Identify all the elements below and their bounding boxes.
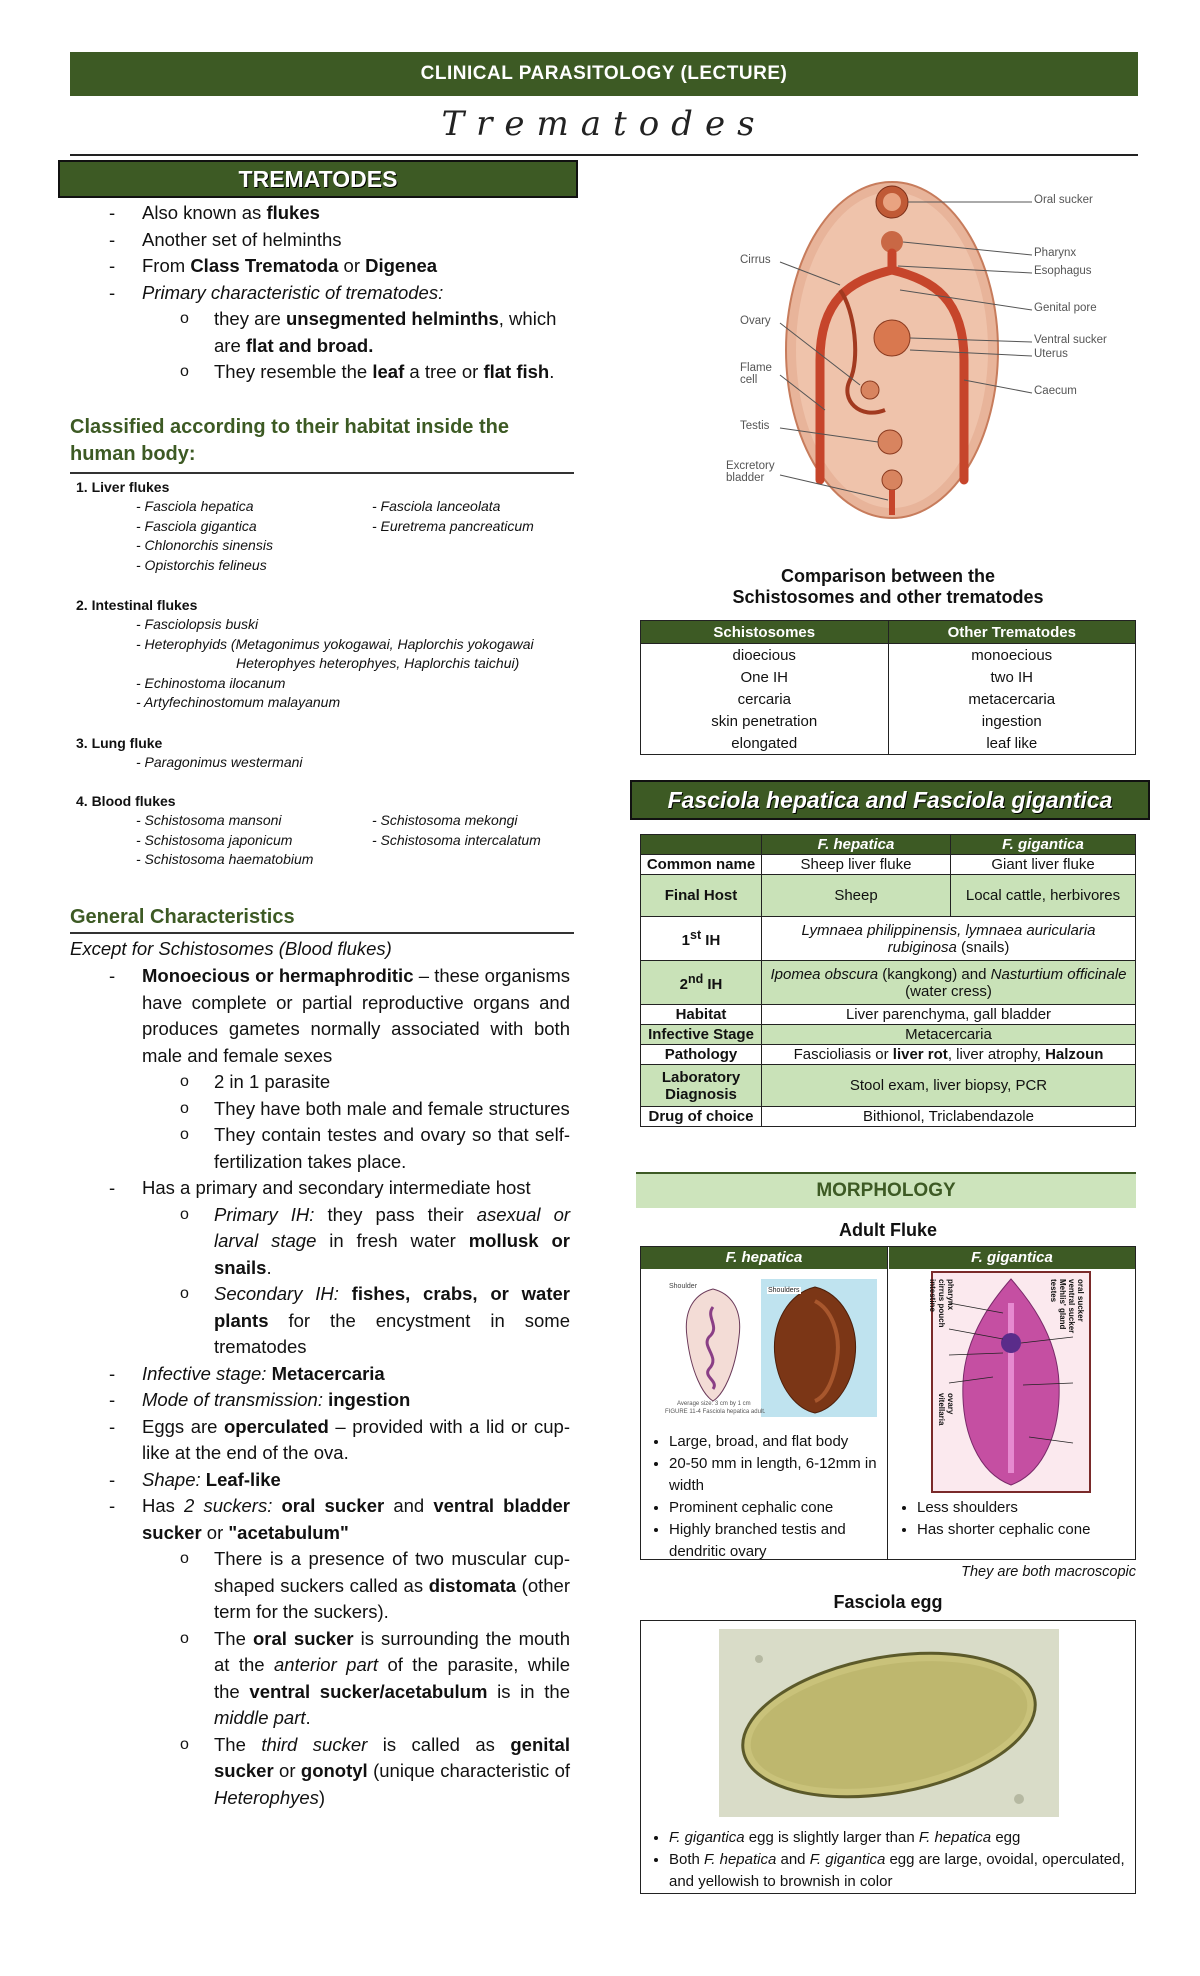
table-row: cercaria metacercaria [641, 688, 1136, 710]
list-item: • Highly branched testis and dendritic ovary [669, 1519, 883, 1563]
col-header: Schistosomes [641, 621, 889, 644]
table-row: 1st IH Lymnaea philippinensis, lymnaea auricularia rubiginosa (snails) [641, 917, 1136, 961]
label-ventral-sucker: Ventral sucker [1034, 334, 1107, 346]
list-item: - From Class Trematoda or Digenea [109, 255, 438, 276]
table-row: dioecious monoecious [641, 644, 1136, 667]
morphology-bar: MORPHOLOGY [636, 1172, 1136, 1208]
list-item: - Eggs are operculated – provided with a lid or cup-like at the end of the ova. [109, 1415, 570, 1463]
label-uterus: Uterus [1034, 348, 1068, 360]
col-header-hepatica: F. hepatica [641, 1247, 887, 1269]
list-item: - Infective stage: Metacercaria [109, 1362, 385, 1384]
debris-dot [1014, 1794, 1024, 1804]
general-rule [70, 932, 574, 934]
list-item: • Prominent cephalic cone [669, 1497, 883, 1519]
col-header: Other Trematodes [888, 621, 1136, 644]
egg-points [647, 1827, 1127, 1893]
comparison-table [640, 620, 1136, 755]
list-item: o They have both male and female structures [180, 1097, 570, 1119]
hepatica-figure [665, 1277, 877, 1419]
label-shoulders: Shoulders [768, 1287, 800, 1294]
classified-heading: Classified according to their habitat inside the human body: [70, 416, 509, 465]
table-row: Laboratory Diagnosis Stool exam, liver biopsy, PCR [641, 1065, 1136, 1107]
classified-rule [70, 472, 574, 474]
blood-flukes-col2: - Schistosoma mekongi - Schistosoma intercalatum [372, 812, 541, 848]
liver-flukes-col2: - Fasciola lanceolata - Euretrema pancreaticum [372, 498, 534, 534]
ventral-sucker-shape [874, 320, 910, 356]
blood-flukes-heading: 4. Blood flukes [76, 793, 176, 809]
table-row: One IH two IH [641, 666, 1136, 688]
list-item: • F. gigantica egg is slightly larger than F. hepatica egg [669, 1827, 1127, 1849]
list-item: - Shape: Leaf-like [109, 1468, 281, 1490]
label-testis: Testis [740, 420, 770, 432]
list-item: - Primary characteristic of trematodes: [109, 281, 444, 303]
hepatica-points [647, 1431, 883, 1563]
adult-fluke-title: Adult Fluke [839, 1220, 937, 1240]
blood-flukes-col1: - Schistosoma mansoni - Schistosoma japonicum - Schistosoma haematobium [136, 812, 314, 867]
list-item: o There is a presence of two muscular cup-shaped suckers called as distomata (other term for the suckers). [180, 1548, 570, 1622]
table-row: skin penetration ingestion [641, 710, 1136, 732]
adult-fluke-box [640, 1246, 1136, 1560]
list-item: o 2 in 1 parasite [180, 1071, 331, 1092]
debris-dot [755, 1655, 763, 1663]
label-cirrus: Cirrus [740, 254, 771, 266]
egg-title: Fasciola egg [833, 1592, 943, 1612]
egg-micrograph [719, 1629, 1059, 1817]
table-row: Common name Sheep liver fluke Giant liver fluke [641, 855, 1136, 875]
table-header-row: F. hepatica F. gigantica [641, 835, 1136, 855]
col-header-gigantica: F. gigantica [889, 1247, 1135, 1269]
column-divider [887, 1247, 888, 1559]
general-list [109, 963, 571, 1811]
list-item: o they are unsegmented helminths, which are flat and broad. [180, 308, 557, 356]
gigantica-figure [928, 1271, 1091, 1493]
label-flame-cell: Flame cell [740, 362, 772, 386]
list-item: - Mode of transmission: ingestion [109, 1389, 411, 1410]
fasciola-banner: Fasciola hepatica and Fasciola gigantica [630, 780, 1150, 820]
list-item: o Primary IH: they pass their asexual or larval stage in fresh water mollusk or snails. [180, 1203, 571, 1278]
liver-flukes-col1: - Fasciola hepatica - Fasciola gigantica - Chlonorchis sinensis - Opistorchis felineus [136, 498, 273, 573]
gigantica-sucker-shape [1001, 1333, 1021, 1353]
header-rule [70, 154, 1138, 156]
table-row: Habitat Liver parenchyma, gall bladder [641, 1005, 1136, 1025]
list-item: - Monoecious or hermaphroditic – these organisms have complete or partial reproductive organs and produces gametes normally associated with both male and female sexes [109, 965, 570, 1066]
label-ovary: Ovary [740, 315, 771, 327]
oral-sucker-inner [883, 193, 901, 211]
gigantica-labels-left: pharynx cirrus pouch intestine [928, 1279, 955, 1328]
diagram-labels-left [720, 180, 800, 520]
table-row: Pathology Fascioliasis or liver rot, liver atrophy, Halzoun [641, 1045, 1136, 1065]
intestinal-flukes-heading: 2. Intestinal flukes [76, 597, 198, 613]
table-row: Infective Stage Metacercaria [641, 1025, 1136, 1045]
testis-shape [878, 430, 902, 454]
list-item: o They contain testes and ovary so that self-fertilization takes place. [180, 1124, 570, 1172]
list-item: - Also known as flukes [109, 202, 320, 223]
classification [76, 478, 576, 873]
comparison-title: Comparison between the Schistosomes and other trematodes [732, 566, 1044, 607]
fasciola-table [640, 834, 1136, 1127]
ovary-shape [861, 381, 879, 399]
course-header: CLINICAL PARASITOLOGY (LECTURE) [70, 52, 1138, 96]
intestinal-flukes-list: - Fasciolopsis buski - Heterophyids (Metagonimus yokogawai, Haplorchis yokogawai Heterophyes heterophyes, Haplorchis taichui) - Echinostoma ilocanum - Artyfechinostomum malayanum [136, 616, 534, 710]
table-row: 2nd IH Ipomea obscura (kangkong) and Nasturtium officinale (water cress) [641, 961, 1136, 1005]
list-item: • Less shoulders [917, 1497, 1131, 1519]
list-item: • 20-50 mm in length, 6-12mm in width [669, 1453, 883, 1497]
section-title: TREMATODES [58, 160, 578, 198]
egg-box [640, 1620, 1136, 1894]
list-item: o Secondary IH: fishes, crabs, or water plants for the encystment in some trematodes [180, 1283, 570, 1357]
except-note: Except for Schistosomes (Blood flukes) [70, 938, 392, 959]
list-item: • Large, broad, and flat body [669, 1431, 883, 1453]
list-item: • Has shorter cephalic cone [917, 1519, 1131, 1541]
gigantica-points [895, 1497, 1131, 1541]
list-item: • Both F. hepatica and F. gigantica egg are large, ovoidal, operculated, and yellowish to brownish in color [669, 1849, 1127, 1893]
lung-fluke-list: - Paragonimus westermani [136, 754, 303, 770]
label-caecum: Caecum [1034, 385, 1077, 397]
table-row: Drug of choice Bithionol, Triclabendazole [641, 1107, 1136, 1127]
table-header-row [641, 621, 1136, 644]
list-item: - Another set of helminths [109, 228, 342, 250]
lung-fluke-heading: 3. Lung fluke [76, 735, 163, 751]
intro-list [109, 200, 574, 386]
table-row: elongated leaf like [641, 732, 1136, 755]
label-oral-sucker: Oral sucker [1034, 194, 1093, 206]
label-genital-pore: Genital pore [1034, 302, 1097, 314]
testis-shape-2 [882, 470, 902, 490]
diagram-labels-right [1034, 180, 1144, 520]
list-item: o The third sucker is called as genital sucker or gonotyl (unique characteristic of Heterophyes) [180, 1733, 571, 1808]
liver-flukes-heading: 1. Liver flukes [76, 479, 170, 495]
label-pharynx: Pharynx [1034, 247, 1077, 259]
list-item: - Has 2 suckers: oral sucker and ventral bladder sucker or "acetabulum" [109, 1495, 570, 1543]
general-heading: General Characteristics [70, 906, 295, 928]
macroscopic-note: They are both macroscopic [961, 1564, 1136, 1580]
list-item: o The oral sucker is surrounding the mouth at the anterior part of the parasite, while the ventral sucker/acetabulum is in the middle part. [180, 1627, 570, 1728]
list-item: o They resemble the leaf a tree or flat fish. [180, 361, 555, 382]
gigantica-labels-left-lower: ovary vitellaria [937, 1393, 955, 1426]
hepatica-drawings [665, 1277, 877, 1419]
hepatica-figure-caption: FIGURE 11-4 Fasciola hepatica adult. [665, 1409, 766, 1415]
hepatica-size-caption: Average size: 3 cm by 1 cm [677, 1401, 751, 1407]
label-excretory-bladder: Excretory bladder [726, 460, 775, 484]
list-item: - Has a primary and secondary intermediate host [109, 1177, 531, 1198]
label-esophagus: Esophagus [1034, 265, 1092, 277]
gigantica-labels-right: oral sucker ventral sucker Mehlis' gland testes [1049, 1279, 1085, 1334]
page-subtitle: Trematodes [441, 104, 767, 144]
table-row: Final Host Sheep Local cattle, herbivores [641, 875, 1136, 917]
label-shoulder: Shoulder [669, 1283, 698, 1290]
